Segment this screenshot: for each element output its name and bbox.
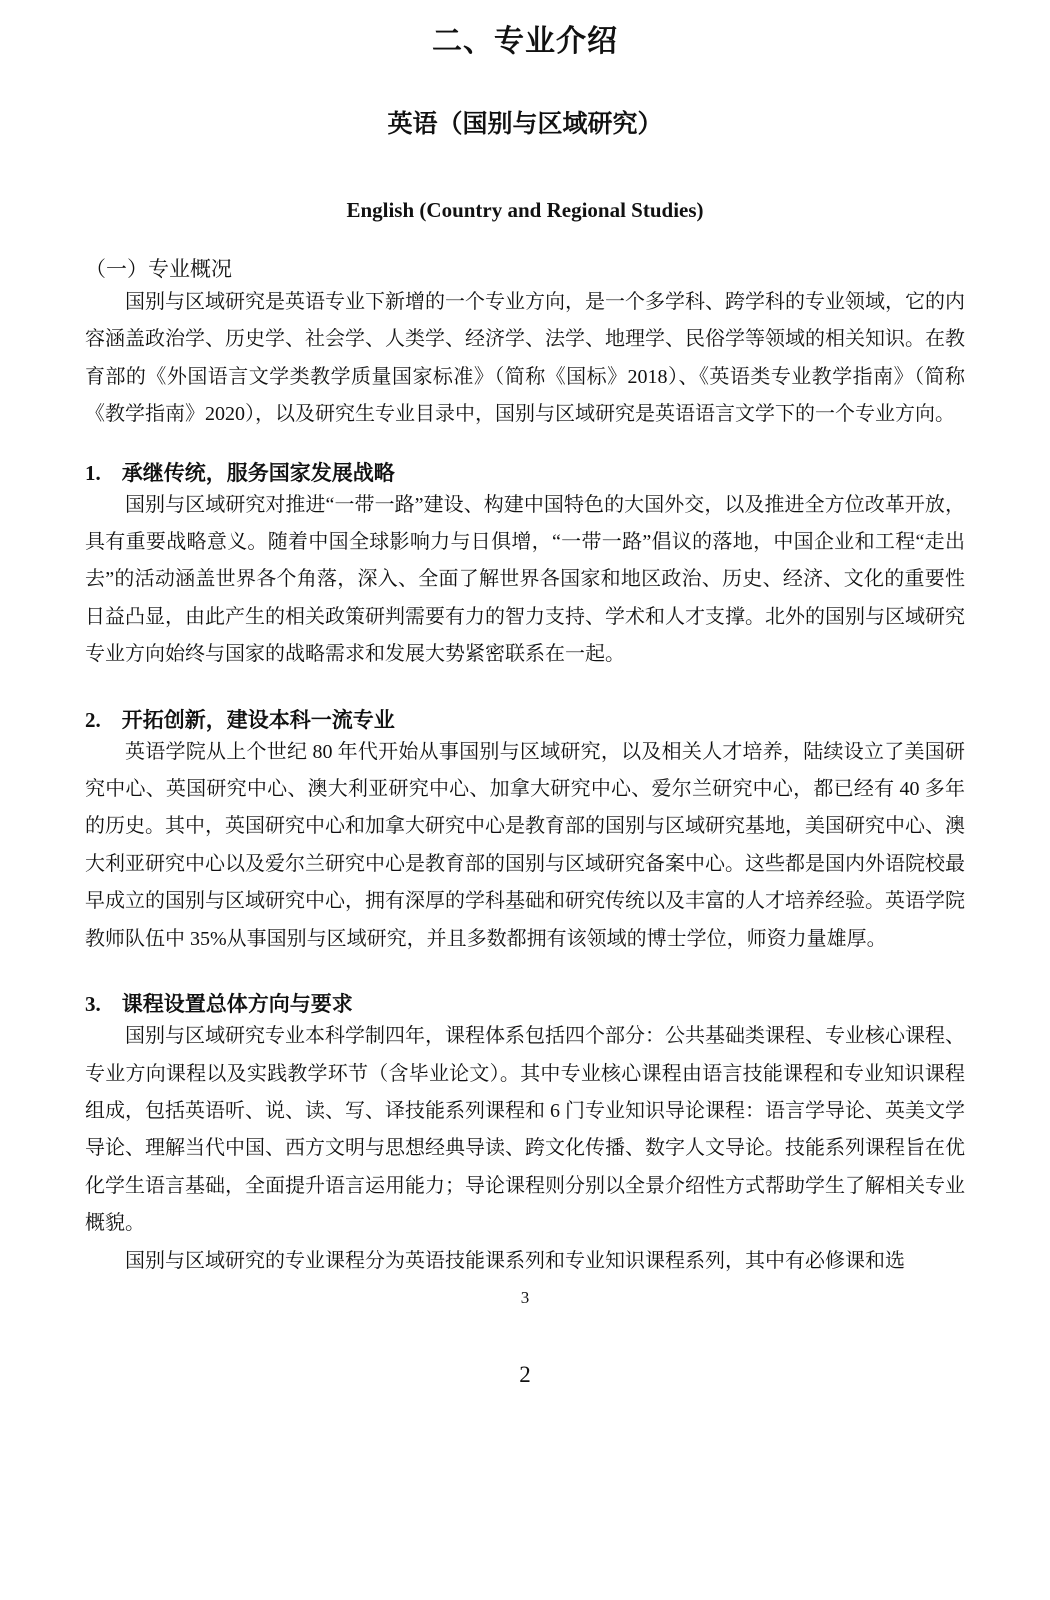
subsection-2-paragraph: 英语学院从上个世纪 80 年代开始从事国别与区域研究，以及相关人才培养，陆续设立了美国研究中心、英国研究中心、澳大利亚研究中心、加拿大研究中心、爱尔兰研究中心，都已经有 40 多年的历史。其中，英国研究中心和加拿大研究中心是教育部的国别与区域研究基地，美国研究中心、澳大利亚研究中心以及爱尔兰研究中心是教育部的国别与区域研究备案中心。这些都是国内外语院校最早成立的国别与区域研究中心，拥有深厚的学科基础和研究传统以及丰富的人才培养经验。英语学院教师队伍中 35%从事国别与区域研究，并且多数都拥有该领域的博士学位，师资力量雄厚。 [85,740,965,950]
page-title: 二、专业介绍 [432,25,618,58]
subsection-3-paragraph-2-truncated: 国别与区域研究的专业课程分为英语技能课系列和专业知识课程系列，其中有必修课和选 [125,1249,905,1272]
section-heading-overview: （一）专业概况 [85,258,232,281]
page-number-outer: 2 [519,1361,531,1387]
program-title-en: English (Country and Regional Studies) [346,198,704,222]
subsection-heading-3: 3. 课程设置总体方向与要求 [85,992,353,1017]
subsection-heading-1: 1. 承继传统，服务国家发展战略 [85,460,395,485]
subsection-3-paragraph-1: 国别与区域研究专业本科学制四年，课程体系包括四个部分：公共基础类课程、专业核心课程、专业方向课程以及实践教学环节（含毕业论文）。其中专业核心课程由语言技能课程和专业知识课程组成，包括英语听、说、读、写、译技能系列课程和 6 门专业知识导论课程：语言学导论、英美文学导论、理解当代中国、西方文明与思想经典导读、跨文化传播、数字人文导论。技能系列课程旨在优化学生语言基础，全面提升语言运用能力；导论课程则分别以全景介绍性方式帮助学生了解相关专业概貌。 [85,1025,965,1235]
subsection-heading-2: 2. 开拓创新，建设本科一流专业 [85,707,395,732]
subsection-1-paragraph: 国别与区域研究对推进“一带一路”建设、构建中国特色的大国外交，以及推进全方位改革开放，具有重要战略意义。随着中国全球影响力与日俱增，“一带一路”倡议的落地，中国企业和工程“走出去”的活动涵盖世界各个角落，深入、全面了解世界各国家和地区政治、历史、经济、文化的重要性日益凸显，由此产生的相关政策研判需要有力的智力支持、学术和人才支撑。北外的国别与区域研究专业方向始终与国家的战略需求和发展大势紧密联系在一起。 [85,493,965,666]
program-title-zh: 英语（国别与区域研究） [387,110,663,138]
page-number-inner: 3 [520,1287,530,1307]
overview-paragraph: 国别与区域研究是英语专业下新增的一个专业方向，是一个多学科、跨学科的专业领域，它的内容涵盖政治学、历史学、社会学、人类学、经济学、法学、地理学、民俗学等领域的相关知识。在教育部的《外国语言文学类教学质量国家标准》（简称《国标》2018）、《英语类专业教学指南》（简称《教学指南》2020），以及研究生专业目录中，国别与区域研究是英语语言文学下的一个专业方向。 [85,291,965,426]
